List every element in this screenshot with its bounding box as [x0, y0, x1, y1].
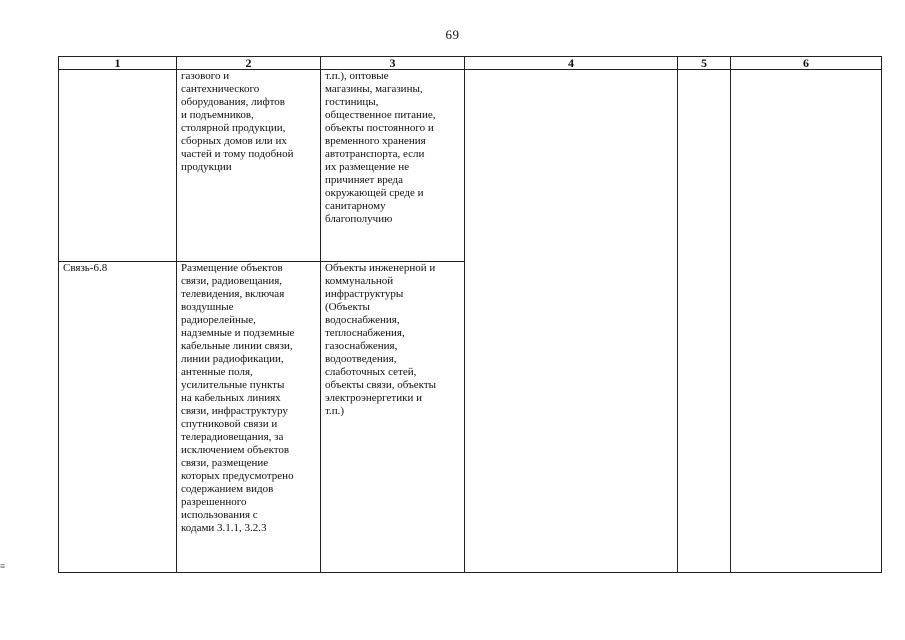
- cell-land-use-type: Связь-6.8: [59, 262, 177, 573]
- column-header-3: 3: [321, 57, 465, 70]
- land-use-table: [58, 56, 882, 573]
- cell-column-5: [678, 70, 731, 573]
- page-number: 69: [445, 27, 460, 42]
- cell-column-4: [465, 70, 678, 573]
- cell-auxiliary-uses: т.п.), оптовые магазины, магазины, гостиницы, общественное питание, объекты постоянного и временного хранения автотранспорта, если их размещение не причиняет вреда окружающей среде и санитарному благополучию: [321, 70, 465, 262]
- cell-description: газового и сантехнического оборудования, лифтов и подъемников, столярной продукции, сборных домов или их частей и тому подобной продукции: [177, 70, 321, 262]
- cell-description: Размещение объектов связи, радиовещания, телевидения, включая воздушные радиорелейные, надземные и подземные кабельные линии связи, линии радиофикации, антенные поля, усилительные пункты на кабельных линиях связи, инфраструктуру спутниковой связи и телерадиовещания, за исключением объектов связи, размещение которых предусмотрено содержанием видов разрешенного использования с кодами 3.1.1, 3.2.3: [177, 262, 321, 573]
- column-header-4: 4: [465, 57, 678, 70]
- table-header-row: [59, 57, 882, 70]
- column-header-6: 6: [731, 57, 882, 70]
- column-header-5: 5: [678, 57, 731, 70]
- column-header-2: 2: [177, 57, 321, 70]
- margin-mark: ≡: [0, 561, 6, 571]
- table-row: [59, 70, 882, 262]
- cell-auxiliary-uses: Объекты инженерной и коммунальной инфраструктуры (Объекты водоснабжения, теплоснабжения, газоснабжения, водоотведения, слаботочных сетей, объекты связи, объекты электроэнергетики и т.п.): [321, 262, 465, 573]
- cell-land-use-type: [59, 70, 177, 262]
- column-header-1: 1: [59, 57, 177, 70]
- cell-column-6: [731, 70, 882, 573]
